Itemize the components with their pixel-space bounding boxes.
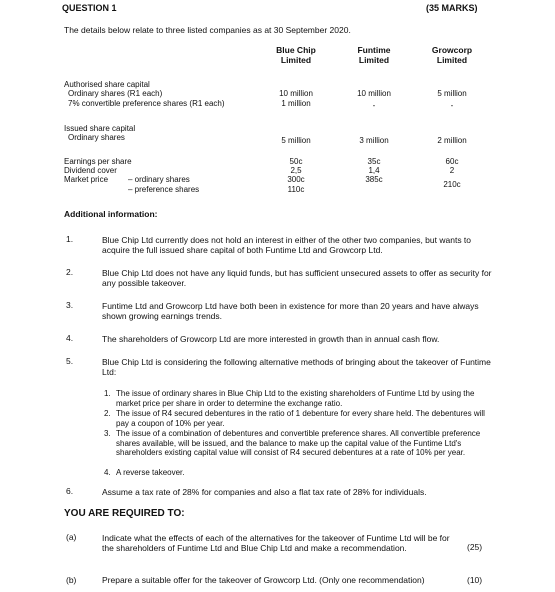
required-label: (a) xyxy=(66,532,77,542)
col-header-growcorp: Growcorp Limited xyxy=(431,45,473,65)
method-number: 2. xyxy=(104,409,111,418)
additional-item: Blue Chip Ltd does not have any liquid funds, but has sufficient unsecured assets to offer as security for any possible takeover. xyxy=(102,268,492,288)
cell: - xyxy=(372,101,376,110)
method-item: The issue of a combination of debentures and convertible preference shares. All convertible preference shares available, will be issued, and the balance to make up the capital value of the Funtime Ltd's shareholders existing capital value will consist of R4 secured debentures at a rate of 10% per year. xyxy=(116,429,481,457)
item-number: 2. xyxy=(66,267,74,277)
question-marks: (35 MARKS) xyxy=(426,3,478,13)
row-label: Market price xyxy=(64,175,109,184)
question-title: QUESTION 1 xyxy=(62,3,117,13)
cell: 50c xyxy=(289,157,303,166)
col-header-blue-chip: Blue Chip Limited xyxy=(276,45,316,65)
required-heading: YOU ARE REQUIRED TO: xyxy=(64,508,185,519)
row-label: Ordinary shares xyxy=(68,133,125,142)
issued-heading: Issued share capital xyxy=(64,124,136,133)
item-number: 5. xyxy=(66,356,74,366)
item-number: 3. xyxy=(66,300,74,310)
row-sublabel: – ordinary shares xyxy=(128,175,190,184)
additional-item: Blue Chip Ltd is considering the following alternative methods of bringing about the takeover of Funtime Ltd: xyxy=(102,357,491,377)
col-header-funtime: Funtime Limited xyxy=(357,45,391,65)
cell: 210c xyxy=(443,180,461,189)
method-item: A reverse takeover. xyxy=(116,468,185,477)
cell: 60c xyxy=(445,157,459,166)
additional-item: The shareholders of Growcorp Ltd are more interested in growth than in annual cash flow. xyxy=(102,334,440,344)
additional-item: Assume a tax rate of 28% for companies and also a flat tax rate of 28% for individuals. xyxy=(102,487,427,497)
method-number: 4. xyxy=(104,468,111,477)
cell: 5 million xyxy=(281,136,311,145)
additional-item: Funtime Ltd and Growcorp Ltd have both been in existence for more than 20 years and have always shown growing earnings trends. xyxy=(102,301,479,321)
cell: 10 million xyxy=(357,89,391,98)
cell: 300c xyxy=(287,175,305,184)
item-number: 1. xyxy=(66,234,74,244)
cell: 2 million xyxy=(437,136,467,145)
additional-item: Blue Chip Ltd currently does not hold an interest in either of the other two companies, but wants to acquire the full issued share capital of both Funtime Ltd and Growcorp Ltd. xyxy=(102,235,472,255)
required-marks: (10) xyxy=(467,575,483,585)
required-item: Indicate what the effects of each of the alternatives for the takeover of Funtime Ltd will be for the shareholders of Funtime Ltd and Blue Chip Ltd and make a recommendation. xyxy=(102,533,450,553)
row-label: Ordinary shares (R1 each) xyxy=(68,89,163,98)
cell: 385c xyxy=(365,175,383,184)
cell: 10 million xyxy=(279,89,313,98)
row-sublabel: – preference shares xyxy=(128,185,200,194)
cell: 1 million xyxy=(281,99,311,108)
additional-heading: Additional information: xyxy=(64,209,158,219)
method-number: 1. xyxy=(104,389,111,398)
authorised-heading: Authorised share capital xyxy=(64,80,150,89)
method-item: The issue of R4 secured debentures in the ratio of 1 debenture for every share held. The debentures will pay a coupon of 10% per year. xyxy=(116,409,485,428)
required-item: Prepare a suitable offer for the takeover of Growcorp Ltd. (Only one recommendation) xyxy=(102,575,425,585)
row-label: Dividend cover xyxy=(64,166,117,175)
item-number: 6. xyxy=(66,486,74,496)
cell: 35c xyxy=(367,157,381,166)
intro-text: The details below relate to three listed companies as at 30 September 2020. xyxy=(64,25,351,35)
cell: 2,5 xyxy=(290,166,302,175)
method-item: The issue of ordinary shares in Blue Chip Ltd to the existing shareholders of Funtime Ltd by using the market price per share in order to determine the exchange ratio. xyxy=(116,389,475,408)
row-label: 7% convertible preference shares (R1 each) xyxy=(68,99,225,108)
cell: 1,4 xyxy=(368,166,380,175)
required-marks: (25) xyxy=(467,542,483,552)
cell: 2 xyxy=(449,166,455,175)
cell: 5 million xyxy=(437,89,467,98)
cell: 110c xyxy=(287,185,305,194)
method-number: 3. xyxy=(104,429,111,438)
cell: - xyxy=(450,101,454,110)
cell: 3 million xyxy=(359,136,389,145)
row-label: Earnings per share xyxy=(64,157,132,166)
item-number: 4. xyxy=(66,333,74,343)
required-label: (b) xyxy=(66,575,77,585)
